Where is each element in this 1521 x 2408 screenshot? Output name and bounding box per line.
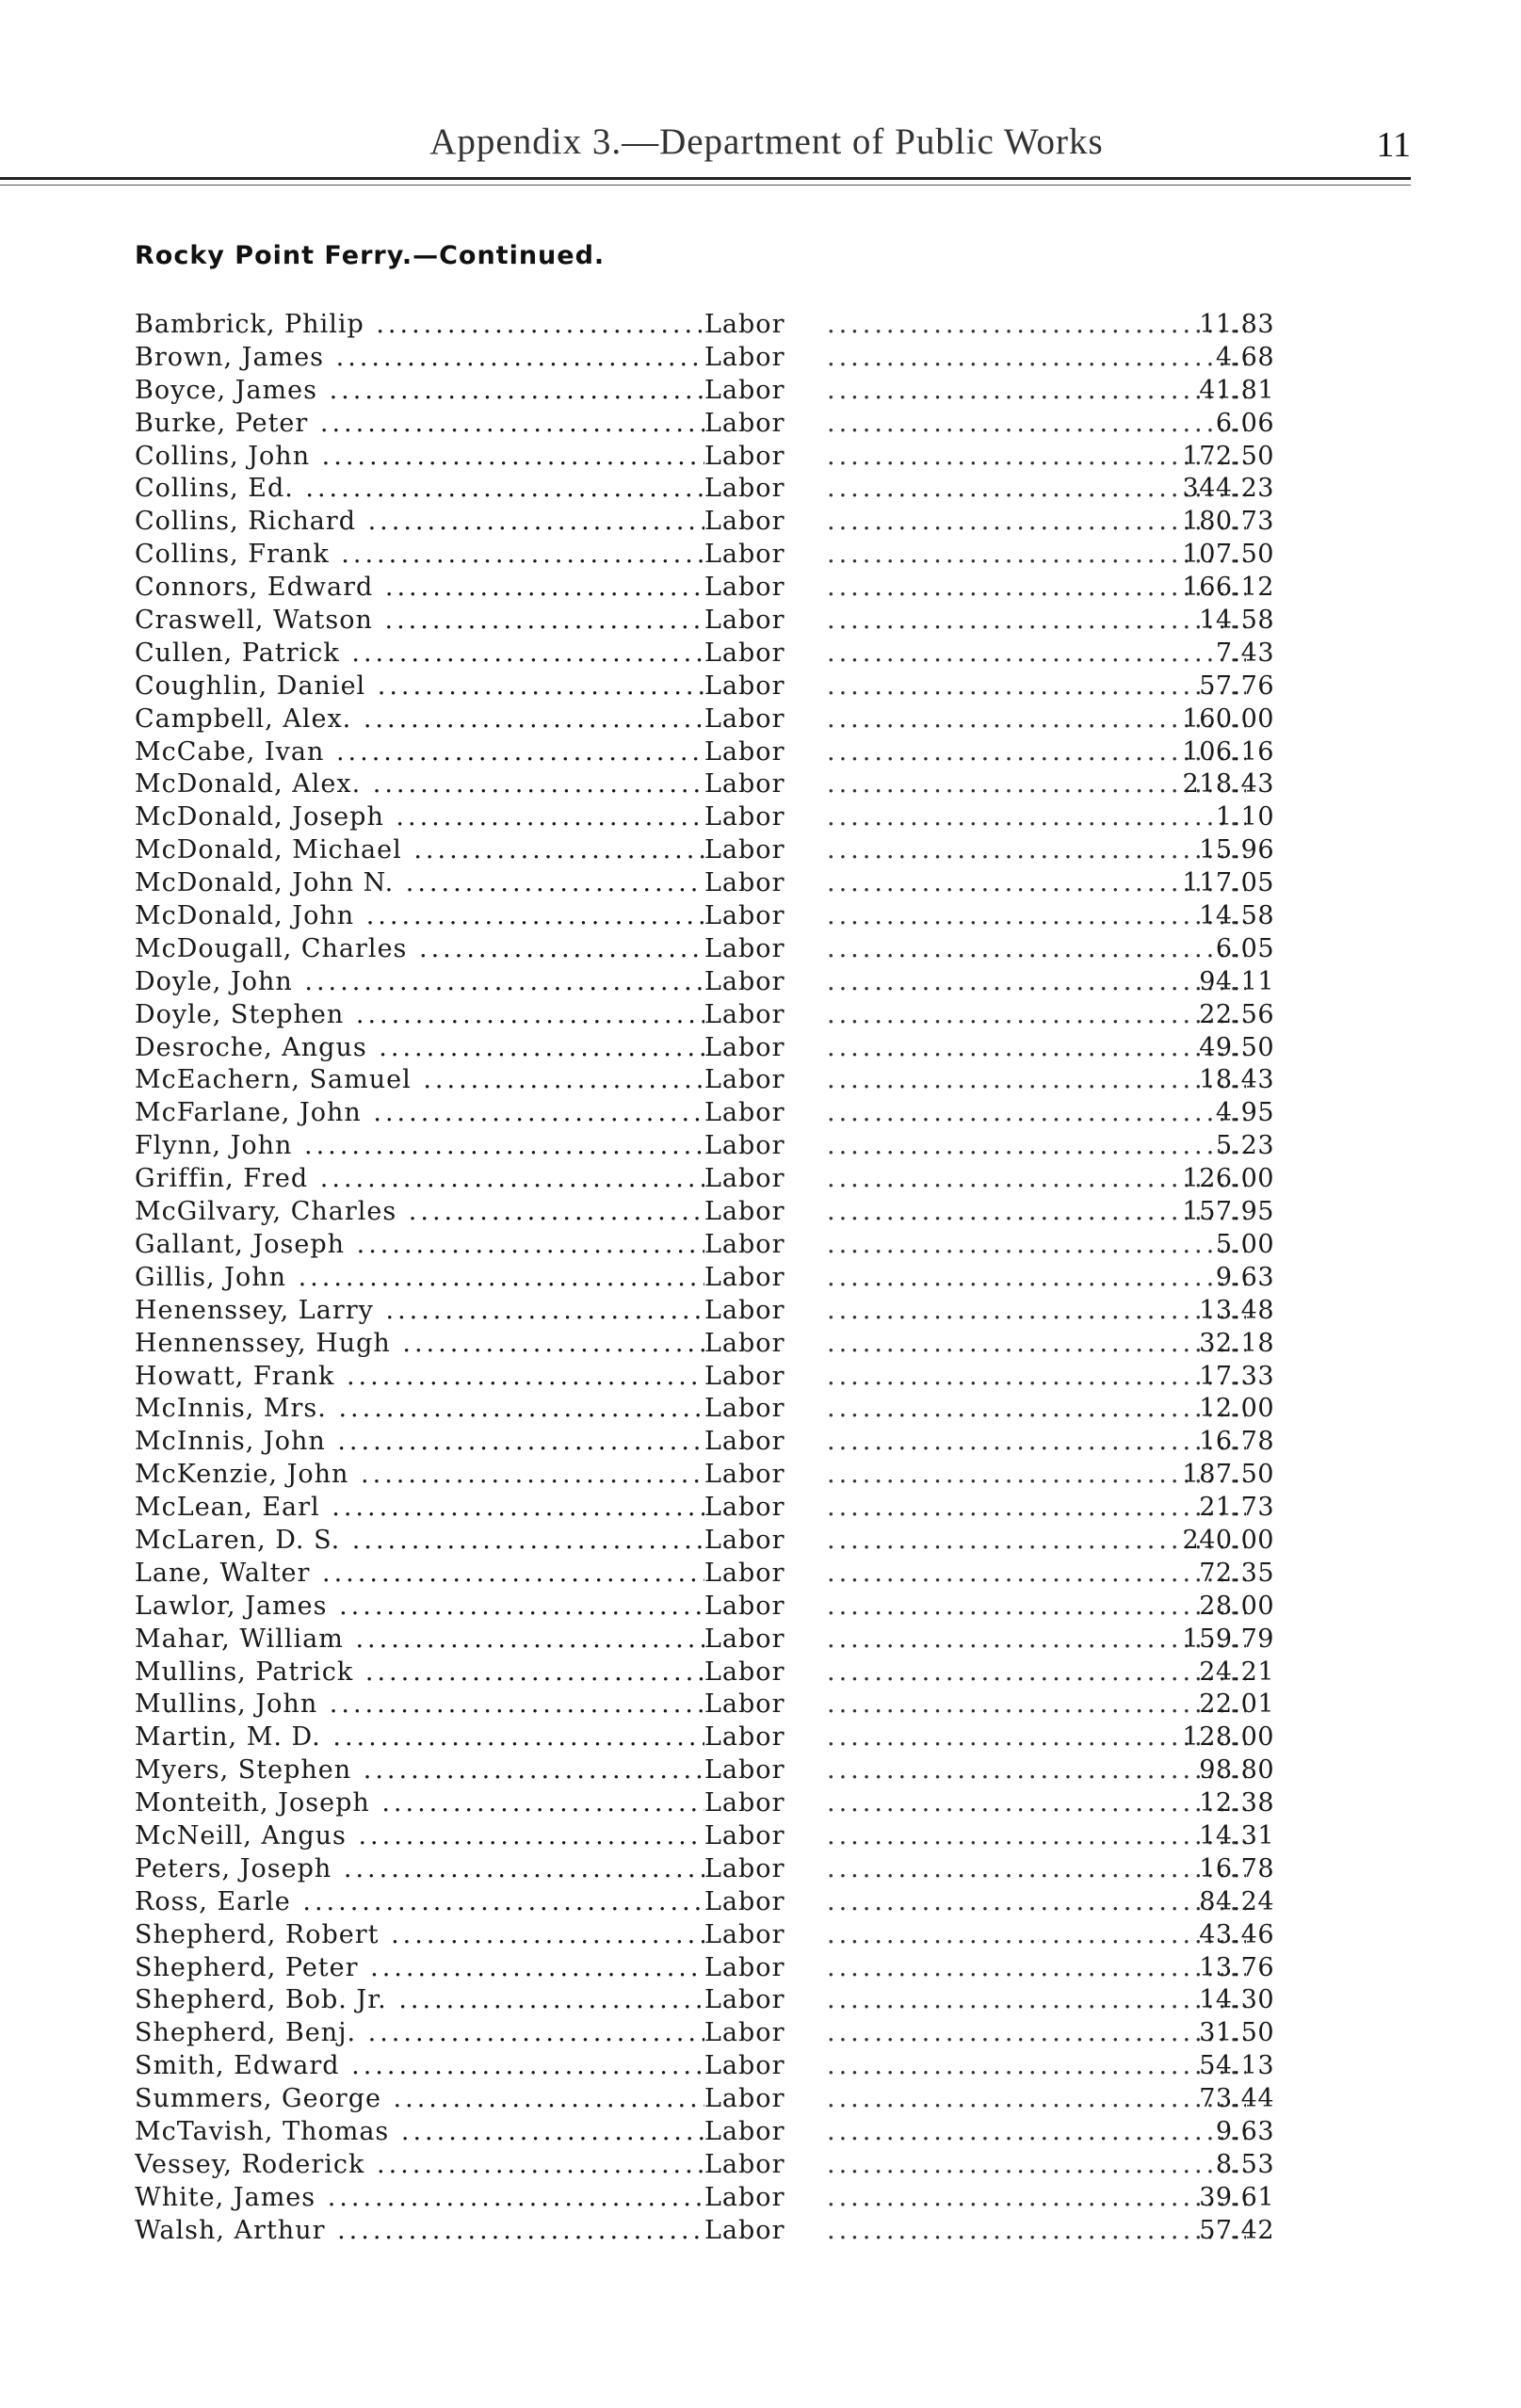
payment-amount: 240.00 (1182, 1525, 1274, 1555)
payment-amount: 24.21 (1199, 1657, 1274, 1687)
payment-type: Labor (704, 506, 790, 539)
payee-name: Campbell, Alex. ..... (135, 703, 704, 736)
leader-dots (827, 933, 1246, 966)
payment-type: Labor (704, 801, 790, 834)
payment-amount: 4.95 (1215, 1098, 1274, 1128)
leader-dots (827, 1295, 1246, 1328)
leader-dots (827, 1558, 1246, 1591)
payment-type: Labor (704, 671, 790, 703)
list-item (135, 1130, 1274, 1163)
leader-dots (827, 900, 1246, 933)
payment-type: Labor (704, 638, 790, 671)
payment-amount: 43.46 (1199, 1919, 1274, 1949)
payee-name: McFarlane, John ..... (135, 1097, 704, 1130)
payee-name: Craswell, Watson ..... (135, 605, 704, 638)
payment-amount: 11.83 (1199, 310, 1274, 339)
list-item (135, 2149, 1274, 2182)
payment-amount: 13.48 (1199, 1295, 1274, 1325)
payment-type: Labor (704, 1426, 790, 1459)
list-item (135, 768, 1274, 801)
payment-type: Labor (704, 2149, 790, 2182)
payment-amount: 160.00 (1182, 703, 1274, 734)
payment-type: Labor (704, 408, 790, 441)
payee-name: McInnis, Mrs. ..... (135, 1393, 704, 1426)
payment-type: Labor (704, 572, 790, 605)
payment-amount: 21.73 (1199, 1493, 1274, 1523)
leader-dots (827, 1328, 1246, 1361)
payment-type: Labor (704, 1721, 790, 1754)
payment-amount: 41.81 (1199, 375, 1274, 405)
list-item (135, 1624, 1274, 1657)
payee-name: Howatt, Frank ..... (135, 1361, 704, 1394)
payment-amount: 14.58 (1199, 606, 1274, 636)
payment-type: Labor (704, 2050, 790, 2083)
payment-type: Labor (704, 1459, 790, 1492)
payment-amount: 14.30 (1199, 1985, 1274, 2015)
leader-dots (827, 1361, 1246, 1394)
payment-amount: 7.43 (1215, 638, 1274, 668)
payment-amount: 5.23 (1215, 1131, 1274, 1161)
payee-name: Brown, James ..... (135, 342, 704, 375)
payment-type: Labor (704, 703, 790, 736)
list-item (135, 408, 1274, 441)
payee-name: McDougall, Charles ..... (135, 933, 704, 966)
payee-name: Walsh, Arthur ..... (135, 2215, 704, 2248)
payment-amount: 32.18 (1199, 1328, 1274, 1358)
payment-type: Labor (704, 1657, 790, 1689)
payee-name: Collins, Frank ..... (135, 539, 704, 572)
payment-amount: 9.63 (1215, 2116, 1274, 2146)
payment-type: Labor (704, 605, 790, 638)
payment-type: Labor (704, 1361, 790, 1394)
payment-amount: 94.11 (1199, 966, 1274, 996)
payment-amount: 12.38 (1199, 1788, 1274, 1818)
payment-amount: 14.58 (1199, 901, 1274, 931)
page-number: 11 (1376, 125, 1411, 165)
payee-name: White, James ..... (135, 2182, 704, 2215)
payment-amount: 107.50 (1182, 540, 1274, 570)
payment-type: Labor (704, 441, 790, 474)
payment-amount: 218.43 (1182, 769, 1274, 800)
payment-amount: 84.24 (1199, 1886, 1274, 1916)
payee-name: Gillis, John ..... (135, 1262, 704, 1295)
list-item (135, 1919, 1274, 1952)
list-item (135, 1984, 1274, 2017)
payee-name: McDonald, Joseph ..... (135, 801, 704, 834)
leader-dots (827, 1853, 1246, 1886)
payee-name: Shepherd, Bob. Jr. ..... (135, 1984, 704, 2017)
payment-amount: 57.42 (1199, 2215, 1274, 2245)
payee-name: Shepherd, Benj. ..... (135, 2017, 704, 2050)
payment-type: Labor (704, 1525, 790, 1558)
list-item (135, 1459, 1274, 1492)
payee-name: McGilvary, Charles ..... (135, 1196, 704, 1229)
payee-name: Martin, M. D. ..... (135, 1721, 704, 1754)
page-title: Appendix 3.—Department of Public Works (429, 121, 1104, 162)
leader-dots (827, 2050, 1246, 2083)
payment-list (135, 309, 1274, 2248)
payment-type: Labor (704, 1229, 790, 1262)
payee-name: Mahar, William ..... (135, 1624, 704, 1657)
payment-type: Labor (704, 1820, 790, 1853)
payment-type: Labor (704, 1328, 790, 1361)
payment-type: Labor (704, 1163, 790, 1196)
payment-type: Labor (704, 1624, 790, 1657)
list-item (135, 736, 1274, 769)
payment-type: Labor (704, 1032, 790, 1065)
payment-amount: 22.01 (1199, 1689, 1274, 1720)
payee-name: Hennenssey, Hugh ..... (135, 1328, 704, 1361)
list-item (135, 539, 1274, 572)
payment-type: Labor (704, 1787, 790, 1820)
list-item (135, 1426, 1274, 1459)
payment-amount: 72.35 (1199, 1558, 1274, 1588)
leader-dots (827, 1229, 1246, 1262)
leader-dots (827, 801, 1246, 834)
payment-amount: 4.68 (1215, 342, 1274, 372)
payment-amount: 172.50 (1182, 441, 1274, 471)
list-item (135, 671, 1274, 703)
list-item (135, 2050, 1274, 2083)
payment-amount: 15.96 (1199, 835, 1274, 865)
payment-amount: 18.43 (1199, 1065, 1274, 1095)
list-item (135, 834, 1274, 867)
payment-type: Labor (704, 867, 790, 900)
list-item (135, 1393, 1274, 1426)
payment-type: Labor (704, 736, 790, 769)
leader-dots (827, 1820, 1246, 1853)
payment-amount: 16.78 (1199, 1853, 1274, 1883)
list-item (135, 933, 1274, 966)
leader-dots (827, 342, 1246, 375)
leader-dots (827, 671, 1246, 703)
payee-name: Lane, Walter ..... (135, 1558, 704, 1591)
leader-dots (827, 1262, 1246, 1295)
list-item (135, 1361, 1274, 1394)
payee-name: McLean, Earl ..... (135, 1492, 704, 1525)
leader-dots (827, 2149, 1246, 2182)
leader-dots (827, 2083, 1246, 2116)
payment-type: Labor (704, 342, 790, 375)
payment-amount: 39.61 (1199, 2182, 1274, 2212)
payee-name: Lawlor, James ..... (135, 1591, 704, 1624)
payment-type: Labor (704, 2182, 790, 2215)
payment-type: Labor (704, 1295, 790, 1328)
leader-dots (827, 2017, 1246, 2050)
payee-name: Burke, Peter ..... (135, 408, 704, 441)
payment-amount: 166.12 (1182, 573, 1274, 603)
payment-amount: 13.76 (1199, 1952, 1274, 1982)
header-rule (0, 177, 1411, 180)
list-item (135, 1952, 1274, 1985)
list-item (135, 1820, 1274, 1853)
payment-amount: 57.76 (1199, 671, 1274, 701)
list-item (135, 1295, 1274, 1328)
list-item (135, 473, 1274, 506)
list-item (135, 1853, 1274, 1886)
payment-amount: 31.50 (1199, 2018, 1274, 2048)
payment-type: Labor (704, 768, 790, 801)
list-item (135, 703, 1274, 736)
payment-type: Labor (704, 1130, 790, 1163)
list-item (135, 572, 1274, 605)
list-item (135, 867, 1274, 900)
payment-type: Labor (704, 309, 790, 342)
list-item (135, 2215, 1274, 2248)
payment-amount: 98.80 (1199, 1755, 1274, 1786)
list-item (135, 441, 1274, 474)
list-item (135, 342, 1274, 375)
leader-dots (827, 999, 1246, 1032)
payment-amount: 16.78 (1199, 1427, 1274, 1457)
leader-dots (827, 1097, 1246, 1130)
leader-dots (827, 1886, 1246, 1919)
leader-dots (827, 375, 1246, 408)
payee-name: McEachern, Samuel ..... (135, 1064, 704, 1097)
list-item (135, 1492, 1274, 1525)
payee-name: McCabe, Ivan ..... (135, 736, 704, 769)
leader-dots (827, 1492, 1246, 1525)
payment-amount: 159.79 (1182, 1624, 1274, 1654)
list-item (135, 1229, 1274, 1262)
list-item (135, 2182, 1274, 2215)
payee-name: Mullins, Patrick ..... (135, 1657, 704, 1689)
leader-dots (827, 1919, 1246, 1952)
payment-amount: 12.00 (1199, 1394, 1274, 1424)
list-item (135, 801, 1274, 834)
payee-name: Shepherd, Peter ..... (135, 1952, 704, 1985)
leader-dots (827, 1032, 1246, 1065)
payment-type: Labor (704, 1754, 790, 1787)
payment-type: Labor (704, 933, 790, 966)
payment-type: Labor (704, 2215, 790, 2248)
payment-amount: 28.00 (1199, 1591, 1274, 1621)
payee-name: McKenzie, John ..... (135, 1459, 704, 1492)
payment-amount: 17.33 (1199, 1361, 1274, 1391)
payee-name: Henenssey, Larry ..... (135, 1295, 704, 1328)
payment-type: Labor (704, 1393, 790, 1426)
list-item (135, 1754, 1274, 1787)
list-item (135, 1064, 1274, 1097)
payment-type: Labor (704, 1097, 790, 1130)
payee-name: McDonald, Michael ..... (135, 834, 704, 867)
payee-name: Ross, Earle ..... (135, 1886, 704, 1919)
leader-dots (827, 1591, 1246, 1624)
payee-name: Gallant, Joseph ..... (135, 1229, 704, 1262)
payment-amount: 5.00 (1215, 1229, 1274, 1259)
list-item (135, 506, 1274, 539)
payment-type: Labor (704, 1919, 790, 1952)
payment-type: Labor (704, 2116, 790, 2149)
payee-name: Shepherd, Robert ..... (135, 1919, 704, 1952)
list-item (135, 375, 1274, 408)
payee-name: Griffin, Fred ..... (135, 1163, 704, 1196)
payment-amount: 49.50 (1199, 1032, 1274, 1062)
payee-name: McTavish, Thomas ..... (135, 2116, 704, 2149)
payee-name: Doyle, Stephen ..... (135, 999, 704, 1032)
list-item (135, 605, 1274, 638)
payee-name: Coughlin, Daniel ..... (135, 671, 704, 703)
list-item (135, 638, 1274, 671)
list-item (135, 1689, 1274, 1721)
payee-name: Desroche, Angus ..... (135, 1032, 704, 1065)
payment-amount: 8.53 (1215, 2149, 1274, 2179)
leader-dots (827, 605, 1246, 638)
leader-dots (827, 1689, 1246, 1721)
leader-dots (827, 1754, 1246, 1787)
payment-amount: 157.95 (1182, 1197, 1274, 1227)
payee-name: McNeill, Angus ..... (135, 1820, 704, 1853)
leader-dots (827, 2116, 1246, 2149)
payment-amount: 126.00 (1182, 1164, 1274, 1194)
section-title: Rocky Point Ferry.—Continued. (135, 241, 606, 270)
payee-name: McDonald, Alex. ..... (135, 768, 704, 801)
list-item (135, 2017, 1274, 2050)
payment-type: Labor (704, 900, 790, 933)
leader-dots (827, 1064, 1246, 1097)
list-item (135, 1591, 1274, 1624)
payee-name: Collins, Ed. ..... (135, 473, 704, 506)
payment-type: Labor (704, 1984, 790, 2017)
payee-name: McDonald, John N. ..... (135, 867, 704, 900)
payment-type: Labor (704, 966, 790, 999)
header-rule-thin (0, 185, 1411, 186)
page-header (122, 121, 1411, 170)
leader-dots (827, 1393, 1246, 1426)
payment-amount: 6.05 (1215, 933, 1274, 963)
list-item (135, 1262, 1274, 1295)
leader-dots (827, 638, 1246, 671)
payee-name: Collins, Richard ..... (135, 506, 704, 539)
payment-type: Labor (704, 1492, 790, 1525)
payee-name: McInnis, John ..... (135, 1426, 704, 1459)
leader-dots (827, 1984, 1246, 2017)
list-item (135, 1032, 1274, 1065)
payment-amount: 128.00 (1182, 1722, 1274, 1753)
leader-dots (827, 1130, 1246, 1163)
leader-dots (827, 408, 1246, 441)
payee-name: Connors, Edward ..... (135, 572, 704, 605)
leader-dots (827, 1787, 1246, 1820)
payment-type: Labor (704, 834, 790, 867)
payee-name: Doyle, John ..... (135, 966, 704, 999)
leader-dots (827, 309, 1246, 342)
payment-type: Labor (704, 1262, 790, 1295)
payment-type: Labor (704, 1591, 790, 1624)
payee-name: Collins, John ..... (135, 441, 704, 474)
payment-type: Labor (704, 1952, 790, 1985)
list-item (135, 1657, 1274, 1689)
payment-amount: 14.31 (1199, 1820, 1274, 1850)
payee-name: Cullen, Patrick ..... (135, 638, 704, 671)
payment-type: Labor (704, 1064, 790, 1097)
leader-dots (827, 2182, 1246, 2215)
payee-name: McDonald, John ..... (135, 900, 704, 933)
payment-type: Labor (704, 375, 790, 408)
payment-type: Labor (704, 1558, 790, 1591)
payment-type: Labor (704, 1196, 790, 1229)
leader-dots (827, 1426, 1246, 1459)
leader-dots (827, 834, 1246, 867)
payment-type: Labor (704, 999, 790, 1032)
payment-type: Labor (704, 1853, 790, 1886)
list-item (135, 1886, 1274, 1919)
payment-type: Labor (704, 473, 790, 506)
list-item (135, 1196, 1274, 1229)
list-item (135, 966, 1274, 999)
payment-type: Labor (704, 539, 790, 572)
list-item (135, 1558, 1274, 1591)
payment-amount: 22.56 (1199, 999, 1274, 1029)
payment-type: Labor (704, 1689, 790, 1721)
list-item (135, 309, 1274, 342)
payee-name: Vessey, Roderick ..... (135, 2149, 704, 2182)
payee-name: Mullins, John ..... (135, 1689, 704, 1721)
list-item (135, 999, 1274, 1032)
payee-name: Summers, George ..... (135, 2083, 704, 2116)
payee-name: Monteith, Joseph ..... (135, 1787, 704, 1820)
list-item (135, 1787, 1274, 1820)
payee-name: Peters, Joseph ..... (135, 1853, 704, 1886)
payment-type: Labor (704, 2017, 790, 2050)
list-item (135, 1525, 1274, 1558)
payment-amount: 106.16 (1182, 736, 1274, 767)
list-item (135, 1721, 1274, 1754)
list-item (135, 1097, 1274, 1130)
payment-type: Labor (704, 2083, 790, 2116)
payment-amount: 73.44 (1199, 2084, 1274, 2114)
leader-dots (827, 1952, 1246, 1985)
payee-name: Smith, Edward ..... (135, 2050, 704, 2083)
payment-type: Labor (704, 1886, 790, 1919)
payment-amount: 117.05 (1182, 868, 1274, 898)
payment-amount: 6.06 (1215, 408, 1274, 438)
payment-amount: 54.13 (1199, 2051, 1274, 2081)
payment-amount: 9.63 (1215, 1262, 1274, 1292)
leader-dots (827, 966, 1246, 999)
list-item (135, 1328, 1274, 1361)
payment-amount: 344.23 (1182, 474, 1274, 504)
payee-name: Flynn, John ..... (135, 1130, 704, 1163)
list-item (135, 2083, 1274, 2116)
payment-amount: 180.73 (1182, 507, 1274, 537)
payment-amount: 1.10 (1215, 802, 1274, 832)
payment-amount: 187.50 (1182, 1460, 1274, 1490)
payee-name: McLaren, D. S. ..... (135, 1525, 704, 1558)
payee-name: Bambrick, Philip ..... (135, 309, 704, 342)
leader-dots (827, 2215, 1246, 2248)
leader-dots (827, 1657, 1246, 1689)
list-item (135, 1163, 1274, 1196)
payee-name: Boyce, James ..... (135, 375, 704, 408)
list-item (135, 2116, 1274, 2149)
payee-name: Myers, Stephen ..... (135, 1754, 704, 1787)
list-item (135, 900, 1274, 933)
